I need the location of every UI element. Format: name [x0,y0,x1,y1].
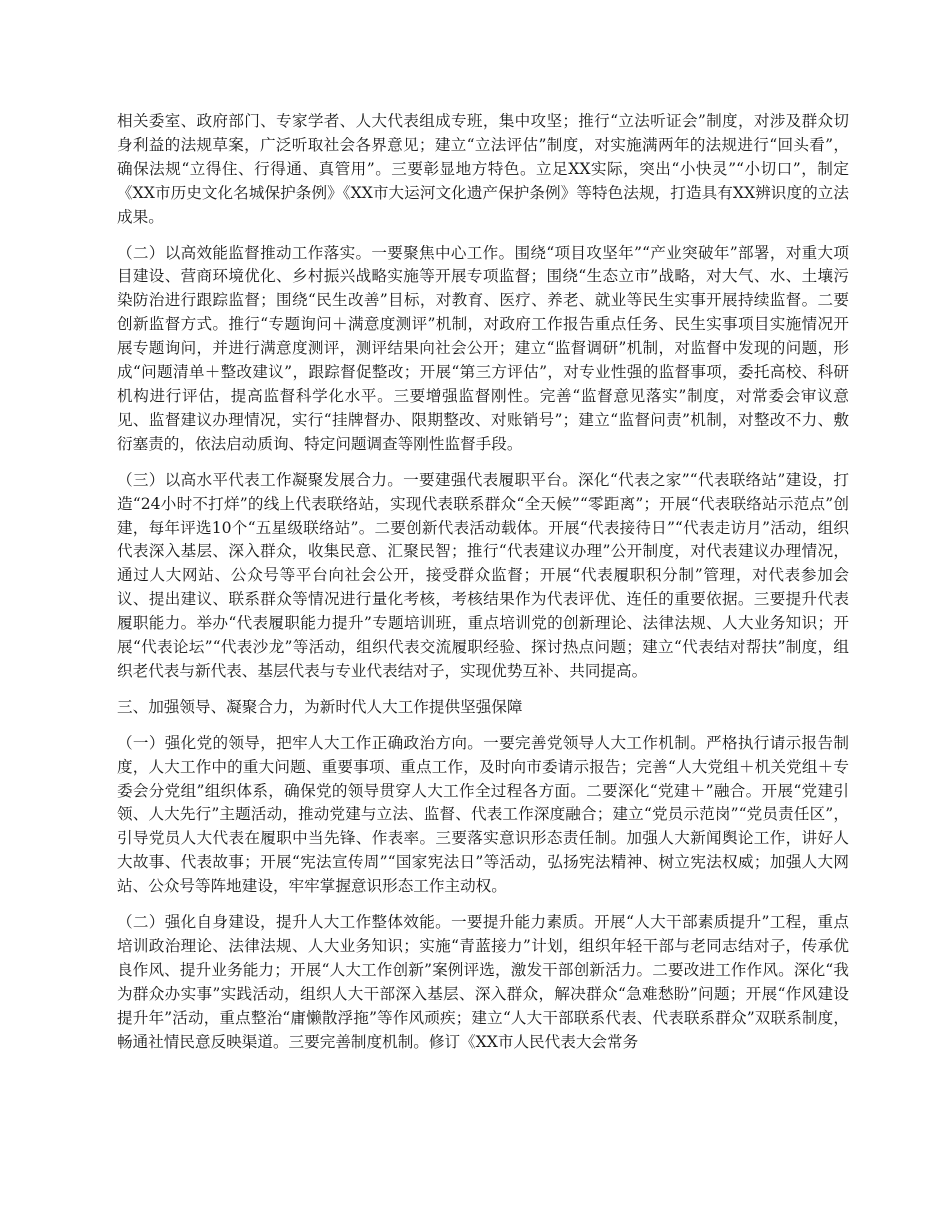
paragraph-legislation-continued: 相关委室、政府部门、专家学者、人大代表组成专班，集中攻坚；推行“立法听证会”制度，对涉及群众切身利益的法规草案，广泛听取社会各界意见；建立“立法评估”制度，对实施满两年的法规进行“回头看”，确保法规“立得住、行得通、真管用”。三要彰显地方特色。立足XX实际，突出“小快灵”“小切口”，制定《XX市历史文化名城保护条例》《XX市大运河文化遗产保护条例》等特色法规，打造具有XX辨识度的立法成果。 [117,112,849,226]
paragraph-party-leadership: （一）强化党的领导，把牢人大工作正确政治方向。一要完善党领导人大工作机制。严格执行请示报告制度，人大工作中的重大问题、重要事项、重点工作，及时向市委请示报告；完善“人大党组＋机关党组＋专委会分党组”组织体系，确保党的领导贯穿人大工作全过程各方面。二要深化“党建＋”融合。开展“党建引领、人大先行”主题活动，推动党建与立法、监督、代表工作深度融合；建立“党员示范岗”“党员责任区”，引导党员人大代表在履职中当先锋、作表率。三要落实意识形态责任制。加强人大新闻舆论工作，讲好人大故事、代表故事；开展“宪法宣传周”“国家宪法日”等活动，弘扬宪法精神、树立宪法权威；加强人大网站、公众号等阵地建设，牢牢掌握意识形态工作主动权。 [117,733,849,896]
paragraph-deputy-work: （三）以高水平代表工作凝聚发展合力。一要建强代表履职平台。深化“代表之家”“代表联络站”建设，打造“24小时不打烊”的线上代表联络站，实现代表联系群众“全天候”“零距离”；开展“代表联络站示范点”创建，每年评选10个“五星级联络站”。二要创新代表活动载体。开展“代表接待日”“代表走访月”活动，组织代表深入基层、深入群众，收集民意、汇聚民智；推行“代表建议办理”公开制度，对代表建议办理情况，通过人大网站、公众号等平台向社会公开，接受群众监督；开展“代表履职积分制”管理，对代表参加会议、提出建议、联系群众等情况进行量化考核，考核结果作为代表评优、连任的重要依据。三要提升代表履职能力。举办“代表履职能力提升”专题培训班，重点培训党的创新理论、法律法规、人大业务知识；开展“代表论坛”“代表沙龙”等活动，组织代表交流履职经验、探讨热点问题；建立“代表结对帮扶”制度，组织老代表与新代表、基层代表与专业代表结对子，实现优势互补、共同提高。 [117,470,849,680]
document-body [117,110,849,1067]
paragraph-self-building: （二）强化自身建设，提升人大工作整体效能。一要提升能力素质。开展“人大干部素质提升”工程，重点培训政治理论、法律法规、人大业务知识；实施“青蓝接力”计划，组织年轻干部与老同志结对子，传承优良作风、提升业务能力；开展“人大工作创新”案例评选，激发干部创新活力。二要改进工作作风。深化“我为群众办实事”实践活动，组织人大干部深入基层、深入群众，解决群众“急难愁盼”问题；开展“作风建设提升年”活动，重点整治“庸懒散浮拖”等作风顽疾；建立“人大干部联系代表、代表联系群众”双联系制度，畅通社情民意反映渠道。三要完善制度机制。修订《XX市人民代表大会常务 [117,913,849,1051]
paragraph-supervision: （二）以高效能监督推动工作落实。一要聚焦中心工作。围绕“项目攻坚年”“产业突破年”部署，对重大项目建设、营商环境优化、乡村振兴战略实施等开展专项监督；围绕“生态立市”战略，对大气、水、土壤污染防治进行跟踪监督；围绕“民生改善”目标，对教育、医疗、养老、就业等民生实事开展持续监督。二要创新监督方式。推行“专题询问＋满意度测评”机制，对政府工作报告重点任务、民生实事项目实施情况开展专题询问，并进行满意度测评，测评结果向社会公开；建立“监督调研”机制，对监督中发现的问题，形成“问题清单＋整改建议”，跟踪督促整改；开展“第三方评估”，对专业性强的监督事项，委托高校、科研机构进行评估，提高监督科学化水平。三要增强监督刚性。完善“监督意见落实”制度，对常委会审议意见、监督建议办理情况，实行“挂牌督办、限期整改、对账销号”；建立“监督问责”机制，对整改不力、敷衍塞责的，依法启动质询、特定问题调查等刚性监督手段。 [117,243,849,453]
section-heading-3: 三、加强领导、凝聚合力，为新时代人大工作提供坚强保障 [117,697,523,716]
